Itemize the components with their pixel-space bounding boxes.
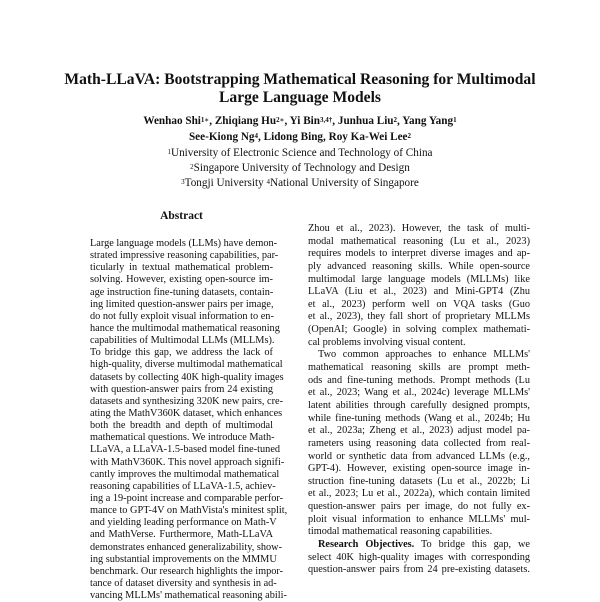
body-line: struction fine-tuning datasets (Lu et al., 2022b; Li <box>308 475 530 487</box>
body-line: et al., 2023), they fall short of proprietary MLLMs <box>308 311 530 323</box>
abstract-line: datasets by collecting 40K high-quality images <box>90 371 284 383</box>
author-affiliation-marker: 1∗ <box>200 116 210 124</box>
authors-line-2 <box>0 130 600 146</box>
author-name: Wenhao Shi <box>143 115 201 127</box>
abstract-line: ing substantial improvements on the MMMU <box>90 553 277 565</box>
abstract-line: capabilities of Multimodal LLMs (MLLMs). <box>90 335 275 347</box>
paper-title-line-1: Math-LLaVA: Bootstrapping Mathematical Reasoning for Multimodal <box>64 71 536 88</box>
abstract-line: both the breadth and depth of multimodal <box>90 420 273 432</box>
author-separator: , <box>284 115 290 127</box>
body-line: mathematical reasoning skills are prompt meth- <box>308 362 530 374</box>
author-name: Junhua Liu <box>337 115 394 127</box>
body-line: modal mathematical reasoning (Lu et al., 2023) <box>308 235 530 247</box>
abstract-line: solving. However, existing open-source im- <box>90 274 273 286</box>
abstract-line: and MathVerse. Furthermore, Math-LLaVA <box>90 529 273 541</box>
body-line: requires models to interpret diverse images and ap- <box>308 248 530 260</box>
body-line: timodal mathematical reasoning capabilities. <box>308 526 493 538</box>
introduction-column <box>308 223 530 577</box>
author-name: Zhiqiang Hu <box>214 115 277 127</box>
body-line: et al., 2023; Lu et al., 2022a), which contain limited <box>308 488 530 500</box>
authors-line-1 <box>0 114 600 130</box>
body-line: rameters using reasoning data collected from real- <box>308 437 530 449</box>
author-affiliation-marker: 2∗ <box>276 116 285 124</box>
body-line: cal problems involving visual content. <box>308 336 466 348</box>
affiliation-2 <box>0 161 600 177</box>
abstract-line: and yielding leading performance on Math-V <box>90 517 277 529</box>
abstract-line: vancing MLLMs' mathematical reasoning abili- <box>90 590 287 602</box>
body-line: multimodal large language models (MLLMs) like <box>308 273 530 285</box>
affiliation-marker: 1 <box>167 148 171 156</box>
affiliation-text: National University of Singapore <box>270 177 419 189</box>
paper-title-line-2: Large Language Models <box>219 89 381 106</box>
research-objectives-heading: Research Objectives. <box>318 539 415 551</box>
body-line: world or synthetic data from advanced LLMs (e.g., <box>308 450 530 462</box>
body-text: To bridge this gap, we <box>414 539 530 551</box>
abstract-line: reasoning capabilities of LLaVA-1.5, achiev- <box>90 480 276 492</box>
abstract-line: benchmark. Our research highlights the impor- <box>90 565 284 577</box>
body-line: LLaVA (Liu et al., 2023) and Mini-GPT4 (Zhu <box>308 286 530 298</box>
abstract-line: ating the MathV360K dataset, which enhances <box>90 407 283 419</box>
abstract-line: demonstrates enhanced generalizability, show- <box>90 541 283 553</box>
affiliation-text: Tongji University <box>184 177 267 189</box>
body-line: et al., 2023) perform well on VQA tasks (Guo <box>308 298 530 310</box>
abstract-line: with question-answer pairs from 24 existing <box>90 383 273 395</box>
body-line: (OpenAI; Google) in solving complex mathemati- <box>308 324 530 336</box>
author-separator: , <box>258 131 264 143</box>
abstract-line: To bridge this gap, we address the lack of <box>90 347 273 359</box>
abstract-line: age instruction fine-tuning datasets, contain- <box>90 286 274 298</box>
abstract-line: cantly improves the multimodal mathematical <box>90 468 280 480</box>
affiliation-1 <box>0 146 600 162</box>
author-affiliation-marker: 4 <box>254 132 259 140</box>
body-line: latent abilities through carefully designed prompts, <box>308 399 530 411</box>
body-line: while fine-tuning methods (Wang et al., 2024b; Hu <box>308 412 530 424</box>
abstract-line: LLaVA, a LLaVA-1.5-based model fine-tuned <box>90 444 281 456</box>
author-affiliation-marker: 2 <box>393 116 398 124</box>
author-name: See-Kiong Ng <box>188 131 255 143</box>
abstract-body <box>90 238 288 602</box>
abstract-line: ing a 19-point increase and comparable perfor- <box>90 492 284 504</box>
body-line: et al., 2023; Wang et al., 2024c) leverage MLLMs' <box>308 387 530 399</box>
abstract-line: ing limited question-answer pairs per image, <box>90 298 274 310</box>
body-line <box>308 539 530 552</box>
abstract-line: mathematical questions. We introduce Math- <box>90 432 275 444</box>
author-name: Yang Yang <box>402 115 454 127</box>
body-line: question-answer pairs from 24 pre-existing datasets. <box>308 564 530 576</box>
abstract-heading: Abstract <box>160 210 203 222</box>
author-separator: , <box>323 131 329 143</box>
abstract-line: mance to GPT-4V on MathVista's minitest split, <box>90 505 288 517</box>
affiliation-text: Singapore University of Technology and Design <box>193 162 410 174</box>
abstract-line: with MathV360K. This novel approach signifi- <box>90 456 285 468</box>
body-line: question-answer pairs per image, do not fully ex- <box>308 501 530 513</box>
abstract-line: do not fully exploit visual information to en- <box>90 310 274 322</box>
affiliation-marker: 4 <box>266 178 271 186</box>
author-affiliation-marker: 1 <box>453 116 457 124</box>
author-separator: , <box>332 115 338 127</box>
affiliation-3-4 <box>0 176 600 192</box>
affiliation-marker: 2 <box>190 163 194 171</box>
body-line: ply advanced reasoning skills. While open-source <box>308 260 530 272</box>
author-name: Yi Bin <box>289 115 321 127</box>
body-line: GPT-4). However, existing open-source image in- <box>308 463 530 475</box>
abstract-line: high-quality, diverse multimodal mathematical <box>90 359 283 371</box>
author-affiliation-marker: 3,4† <box>320 116 333 124</box>
abstract-line: tance of dataset diversity and synthesis in ad- <box>90 577 277 589</box>
abstract-line: ticularly in textual mathematical problem- <box>90 262 273 274</box>
author-separator: , <box>209 115 215 127</box>
author-name: Roy Ka-Wei Lee <box>328 131 408 143</box>
abstract-line: hance the multimodal mathematical reasoning <box>90 322 280 334</box>
body-line: et al., 2023a; Zheng et al., 2023) adjust model pa- <box>308 425 530 437</box>
affiliation-text: University of Electronic Science and Technology of China <box>170 147 433 159</box>
author-affiliation-marker: 2 <box>407 132 412 140</box>
abstract-line: strated impressive reasoning capabilities, par- <box>90 250 279 262</box>
abstract-line: datasets and synthesizing 320K new pairs, cre- <box>90 395 284 407</box>
author-separator: , <box>397 115 403 127</box>
author-name: Lidong Bing <box>263 131 324 143</box>
body-line: select 40K high-quality images with corresponding <box>308 551 530 563</box>
body-line: Two common approaches to enhance MLLMs' <box>318 349 530 361</box>
body-line: ploit visual information to enhance MLLMs' mul- <box>308 513 530 525</box>
affiliation-marker: 3 <box>181 178 185 186</box>
abstract-line: Large language models (LLMs) have demon- <box>90 238 278 249</box>
body-line: Zhou et al., 2023). However, the task of multi- <box>308 223 530 234</box>
body-line: ods and fine-tuning methods. Prompt methods (Lu <box>308 374 530 386</box>
